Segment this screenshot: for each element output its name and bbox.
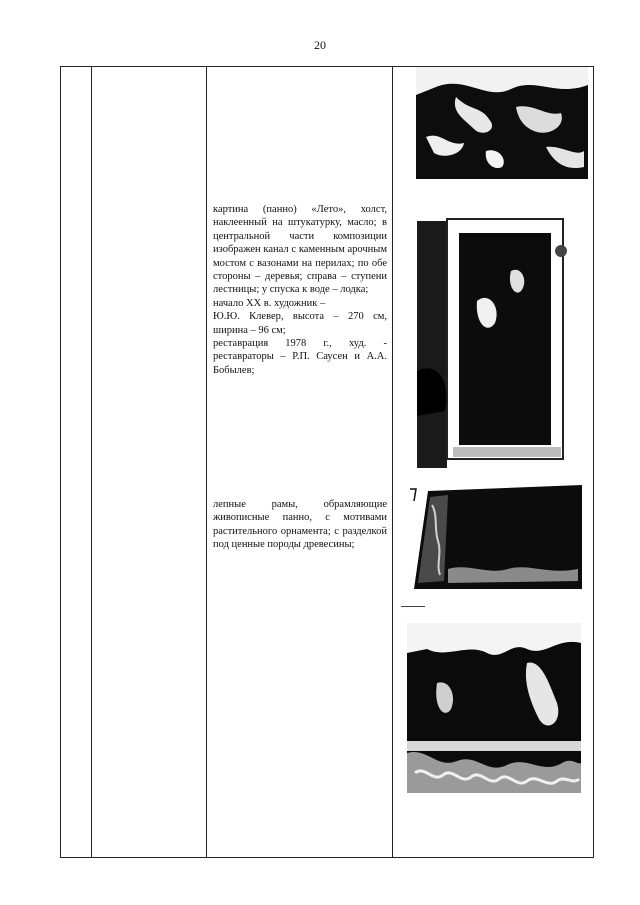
description-stucco-frames bbox=[213, 498, 387, 552]
description-line: лепные рамы, обрамляющие живописные панно, с мотивами растительного орнамента; с разделкой под ценные породы древесины; bbox=[213, 499, 387, 551]
photo-frame-detail bbox=[408, 485, 582, 589]
column-divider bbox=[206, 67, 207, 857]
objects-table bbox=[60, 66, 594, 858]
photo-fragment-top bbox=[416, 67, 588, 179]
description-painting-summer bbox=[213, 203, 387, 377]
column-divider bbox=[392, 67, 393, 857]
description-line: картина (панно) «Лето», холст, наклеенный на штукатурку, масло; в центральной части композиции изображен канал с каменным арочным мостом с вазонами на перилах; по обе стороны – деревья; справа – ступени лестницы; у спуска к воде – лодка; bbox=[213, 204, 387, 296]
photo-frame-ornament bbox=[407, 623, 581, 793]
photo-painting-summer bbox=[417, 211, 571, 468]
page-number: 20 bbox=[314, 38, 326, 52]
divider-mark bbox=[401, 606, 425, 607]
column-divider bbox=[91, 67, 92, 857]
description-line: реставрация 1978 г., худ. - реставраторы – Р.П. Саусен и А.А. Бобылев; bbox=[213, 338, 387, 376]
description-line: Ю.Ю. Клевер, высота – 270 см, ширина – 96 см; bbox=[213, 311, 387, 336]
description-line: начало XX в. художник – bbox=[213, 297, 326, 309]
